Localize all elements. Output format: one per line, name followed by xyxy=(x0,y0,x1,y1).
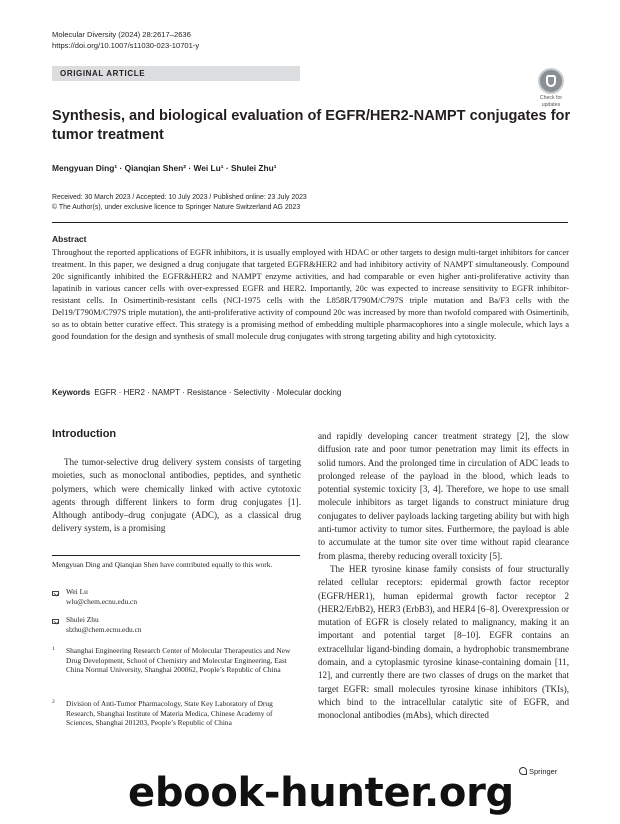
copyright-line: © The Author(s), under exclusive licence to Springer Nature Switzerland AG 2023 xyxy=(52,204,301,211)
author-list: Mengyuan Ding¹ · Qianqian Shen² · Wei Lu¹ · Shulei Zhu¹ xyxy=(52,163,277,173)
contribution-text: Mengyuan Ding and Qianqian Shen have contributed equally to this work. xyxy=(52,560,273,569)
contact-wei-lu xyxy=(52,587,138,606)
contact-name: Wei Lu xyxy=(66,587,88,596)
right-column xyxy=(318,430,569,723)
affiliation-number: 1 xyxy=(52,646,55,652)
affiliation-number: 2 xyxy=(52,699,55,705)
envelope-icon xyxy=(52,619,59,624)
article-type-banner: ORIGINAL ARTICLE xyxy=(52,66,300,81)
affiliation-text: Division of Anti-Tumor Pharmacology, State Key Laboratory of Drug Research, Shanghai Institute of Materia Medica, Chinese Academy of Sciences, Shanghai 201203, People’s Republic of China xyxy=(66,699,273,728)
publisher-footer xyxy=(519,767,557,776)
watermark: ebook-hunter.org xyxy=(128,770,514,816)
journal-meta xyxy=(52,29,199,51)
springer-logo-icon xyxy=(519,767,527,775)
contact-shulei-zhu xyxy=(52,615,142,634)
footnote-divider xyxy=(52,555,300,556)
check-updates-label-2: updates xyxy=(541,102,561,108)
dates-line: Received: 30 March 2023 / Accepted: 10 July 2023 / Published online: 23 July 2023 xyxy=(52,194,307,201)
introduction-heading: Introduction xyxy=(52,428,117,440)
intro-paragraph: The tumor-selective drug delivery system consists of targeting moieties, such as monoclonal antibodies, peptides, and synthetic polymers, which were chemically linked with active cytotoxic agents through different linkers to form drug conjugates [1]. Although antibody–drug conjugate (ADC), as a classical drug delivery system, is a promising xyxy=(52,457,301,534)
check-updates-icon xyxy=(538,68,564,94)
affiliation-text: Shanghai Engineering Research Center of Molecular Therapeutics and New Drug Development, School of Chemistry and Molecular Engineering, East China Normal University, Shanghai 200062, People’s Republic of China xyxy=(66,646,291,675)
abstract-heading: Abstract xyxy=(52,234,87,244)
intro-paragraph-continued: and rapidly developing cancer treatment strategy [2], the slow diffusion rate and poor tumor penetration may limit its effects in solid tumors. And the prolonged time in circulation of ADC leads to prolonged release of the payload in the blood, which leads to potential systemic toxicity [3, 4]. Therefore, we hope to use small molecule inhibitors as target ligands to construct miniature drug conjugates to deliver payloads lacking targeting ability but with high anti-tumor activity to tumor sites. Furthermore, the payload is able to accumulate at the tumor site over time without rapid clearance from plasma, thereby reducing overall toxicity [5]. xyxy=(318,431,569,561)
keywords-list: EGFR · HER2 · NAMPT · Resistance · Selectivity · Molecular docking xyxy=(94,388,342,397)
contact-email-link[interactable]: wlu@chem.ecnu.edu.cn xyxy=(66,596,138,606)
check-for-updates-button[interactable] xyxy=(535,68,567,108)
contact-name: Shulei Zhu xyxy=(66,615,99,624)
publisher-name: Springer xyxy=(529,767,558,776)
check-updates-label-1: Check for xyxy=(539,95,563,101)
publication-dates xyxy=(52,193,307,213)
intro-paragraph: The HER tyrosine kinase family consists of four structurally related cellular receptors: epidermal growth factor receptor (EGFR/HER1), human epidermal growth factor receptor 2 (HER2/ErbB2), HER3 (ErbB3), and HER4 [6–8]. Overexpression or mutation of EGFR is closely related to malignancy, making it an important and potential target [8–10]. EGFR contains an extracellular ligand-binding domain, a hydrophobic transmembrane domain, and a cytoplasmic tyrosine kinase-containing domain [11, 12], and currently there are two classes of drugs on the market that target EGFR: small molecules tyrosine kinase inhibitors (TKIs), which bind to the intracellular catalytic site of EGFR, and monoclonal antibodies (mAbs), which directed xyxy=(318,563,569,721)
divider xyxy=(52,222,568,223)
doi-link[interactable]: https://doi.org/10.1007/s11030-023-10701-y xyxy=(52,41,200,50)
left-column xyxy=(52,456,301,536)
keywords xyxy=(52,388,341,397)
contribution-footnote xyxy=(52,560,300,570)
contact-email-link[interactable]: slzhu@chem.ecnu.edu.cn xyxy=(66,624,142,634)
article-title: Synthesis, and biological evaluation of EGFR/HER2-NAMPT conjugates for tumor treatment xyxy=(52,108,571,143)
journal-citation: Molecular Diversity (2024) 28:2617–2636 xyxy=(52,30,191,39)
keywords-label: Keywords xyxy=(52,388,91,397)
envelope-icon xyxy=(52,591,59,596)
abstract-text: Throughout the reported applications of EGFR inhibitors, it is usually employed with HDAC or other targets to design multi-target inhibitors for cancer treatment. In this paper, we designed a drug conjugate that targeted EGFR&HER2 and had inhibitory activity of NAMPT simultaneously. Compound 20c significantly inhibited the EGFR&HER2 and NAMPT enzyme activities, and had comparable or even higher anti-proliferative activity than lapatinib in various cancer cells with over-expressed EGFR and HER2. Importantly, 20c was expected to increase sensitivity to EGFR inhibitor-resistant cells. In Osimertinib-resistant cells (NCI-1975 cells with the L858R/T790M/C797S triple mutation and Ba/F3 cells with the Del19/T790M/C797S triple mutation), the anti-proliferative activity of compound 20c was increased by more than twofold compared with Osimertinib, so as to obtain better curative effect. This strategy is a promising method of embedding multiple pharmacophores into a single molecule, which lays a good foundation for the design and synthesis of small molecule drug conjugates with strong targeting ability and high cytotoxicity. xyxy=(52,247,569,341)
